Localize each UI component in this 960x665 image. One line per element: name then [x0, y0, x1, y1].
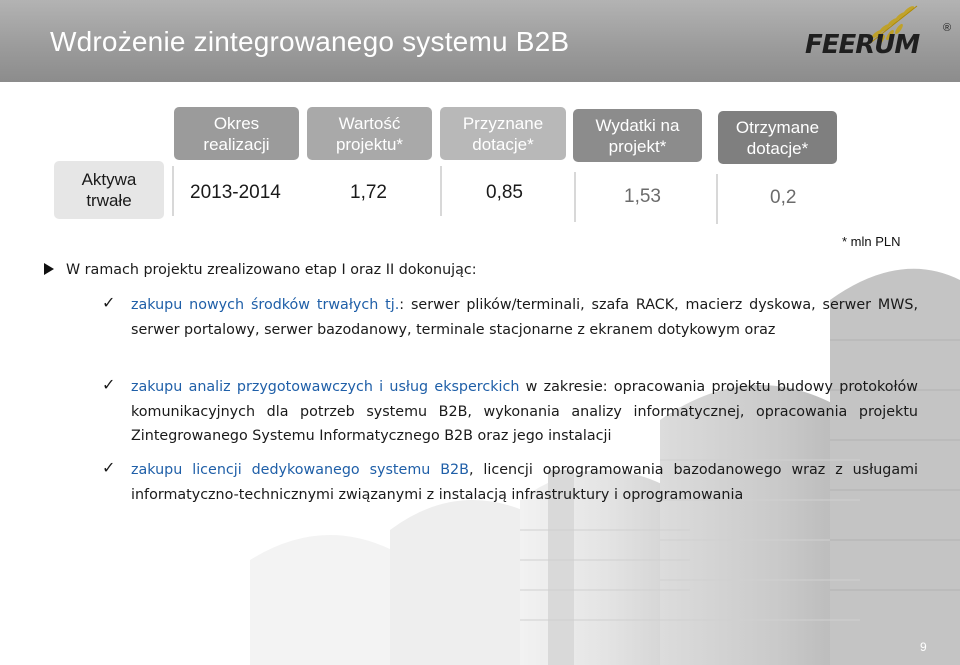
- value-wartosc: 1,72: [350, 182, 387, 203]
- separator-2: [440, 166, 442, 216]
- value-wydatki: 1,53: [624, 186, 661, 207]
- bullet-2-text: w zakresie: opracowania projektu budowy protokołów komunikacyjnych dla potrzeb systemu B2B, wykonania analizy informatycznej, opracowania projektu Zintegrowanego Systemu Informatycznego B2B oraz jego instalacji: [131, 379, 918, 444]
- value-otrzymane: 0,2: [770, 187, 797, 208]
- intro-text: W ramach projektu zrealizowano etap I oraz II dokonując:: [66, 262, 477, 278]
- logo-text: FEERUM: [805, 30, 920, 60]
- arrow-right-icon: [44, 263, 54, 275]
- col-header-okres: [174, 107, 299, 160]
- col-header-otrzymane-label: Otrzymane dotacje*: [735, 117, 820, 158]
- bullet-2-highlight: zakupu analiz przygotowawczych i usług eksperckich: [131, 379, 520, 395]
- col-header-przyznane: [440, 107, 566, 160]
- col-header-przyznane-label: Przyznane dotacje*: [462, 113, 544, 154]
- bullet-1-highlight: zakupu nowych środków trwałych tj.: [131, 297, 400, 313]
- col-header-wartosc-label: Wartość projektu*: [335, 113, 404, 154]
- value-przyznane: 0,85: [486, 182, 523, 203]
- separator-1: [172, 166, 174, 216]
- row-label-text: Aktywa trwałe: [81, 170, 137, 210]
- separator-3: [574, 172, 576, 222]
- col-header-wartosc: [307, 107, 432, 160]
- intro-line: [44, 261, 477, 279]
- col-header-wydatki-label: Wydatki na projekt*: [595, 115, 680, 156]
- slide-title: Wdrożenie zintegrowanego systemu B2B: [50, 26, 570, 57]
- value-okres: 2013-2014: [190, 182, 281, 203]
- checkmark-icon: ✓: [102, 295, 116, 312]
- page-number: 9: [920, 640, 927, 654]
- bullet-1-text: : serwer plików/terminali, szafa RACK, macierz dyskowa, serwer MWS, serwer portalowy, serwer bazodanowy, terminale stacjonarne z ekranem dotykowym oraz: [131, 297, 918, 338]
- bullet-3-highlight: zakupu licencji dedykowanego systemu B2B: [131, 462, 469, 478]
- checkmark-icon: ✓: [102, 377, 116, 394]
- registered-mark: ®: [943, 22, 952, 34]
- bullet-item-3: [102, 458, 918, 507]
- checkmark-icon: ✓: [102, 460, 116, 477]
- unit-note: * mln PLN: [842, 234, 901, 249]
- col-header-okres-label: Okres realizacji: [203, 113, 270, 154]
- bullet-item-2: [102, 375, 918, 449]
- row-label-aktywa: [54, 161, 164, 219]
- col-header-otrzymane: [718, 111, 837, 164]
- bullet-3-text: , licencji oprogramowania bazodanowego wraz z usługami informatyczno-technicznymi związanymi z instalacją infrastruktury i oprogramowania: [131, 462, 918, 503]
- col-header-wydatki: [573, 109, 702, 162]
- bullet-item-1: [102, 293, 918, 342]
- header-bar: [0, 0, 960, 82]
- feerum-logo: [805, 4, 955, 76]
- separator-4: [716, 174, 718, 224]
